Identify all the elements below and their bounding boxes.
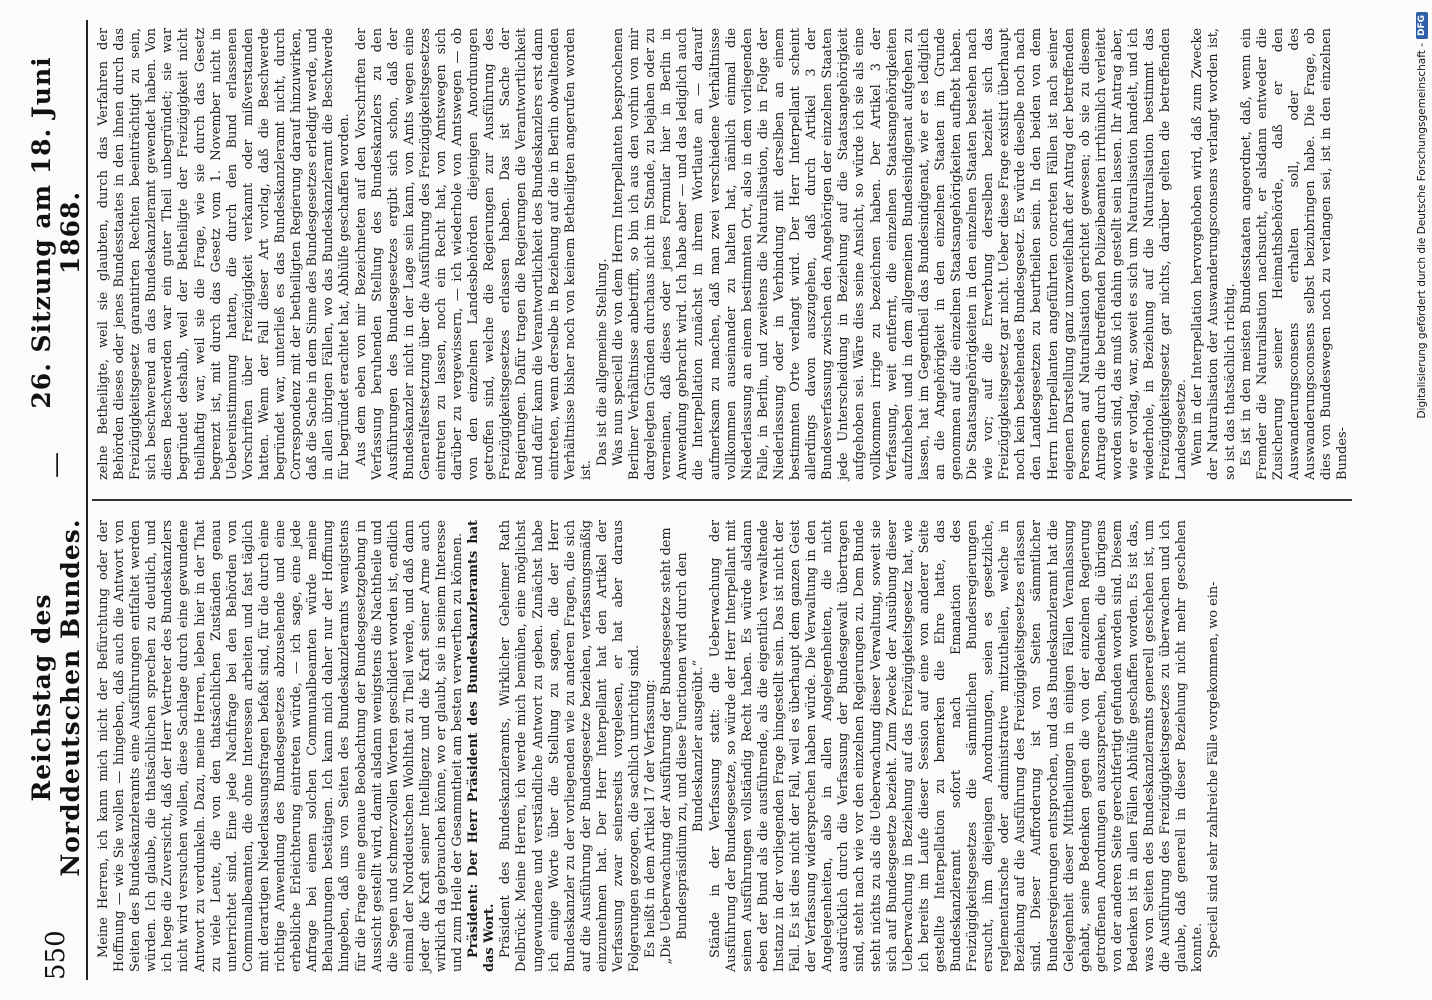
paragraph: Was nun speciell die von dem Herrn Interpellanten besprochenen Berliner Verhältnisse anbetrifft, so bin ich aus den vorhin von mir dargelegten Gründen durchaus nicht im Stande, zu bejahen oder zu verneinen, daß dieses oder jenes Formular hier in Berlin in Anwendung gebracht wird. Ich habe aber — und das lediglich auch die Interpellation zunächst in ihrem Wortlaute an — darauf aufmerksam zu machen, daß man zwei verschiedene Verhältnisse vollkommen auseinander zu halten hat, nämlich einmal die Niederlassung an einem bestimmten Ort, also in dem vorliegenden Falle, in Berlin, und zweitens die Naturalisation, die in Folge der Niederlassung oder in Verbindung mit derselben an einem bestimmten Orte verlangt wird. Der Herr Interpellant scheint allerdings davon auszugehen, daß durch Artikel 3 der Bundesverfassung zwischen den Angehörigen der einzelnen Staaten jede Unterscheidung in Beziehung auf die Staatsangehörigkeit aufgehoben sei. Wäre dies seine Ansicht, so würde ich sie als eine vollkommen irrige zu bezeichnen haben. Der Artikel 3 der Verfassung, weit entfernt, die einzelnen Staatsangehörigkeiten aufzuheben und in dem allgemeinen Bundesindigenat aufgehen zu lassen, hat im Gegentheil das Bundesindigenat, wie er es lediglich an die Angehörigkeit in den einzelnen Staaten im Grunde genommen auf die einzelnen Staatsangehörigkeiten aufhebt haben. Die Staatsangehörigkeiten in den einzelnen Staaten bestehen nach wie vor; auf die Erwerbung derselben bezieht sich das Freizügigkeitsgesetz gar nicht. Ueber diese Frage existirt überhaupt noch kein bestehendes Bundesgesetz. Es würde dieselbe noch nach den Landesgesetzen zu beurtheilen sein. In den beiden von dem Herrn Interpellanten angeführten concreten Fällen ist nach seiner eigenen Darstellung ganz unzweifelhaft der Antrag der betreffenden Personen auf Naturalisation gerichtet gewesen; ob sie zu diesem Antrage durch die betreffenden Polizeibeamten irrthümlich verleitet worden sind, das muß ich dahin gestellt sein lassen. Ihr Antrag aber, wie er vorlag, war, soweit es sich um Naturalisation handelt, und ich wiederhole, in Beziehung auf die Naturalisation bestimmt das Freizügigkeitsgesetz gar nichts, darüber gelten die betreffenden Landesgesetze. xyxy=(611,28,1190,480)
paragraph: Es ist in den meisten Bundesstaaten angeordnet, daß, wenn ein Fremder die Naturalisation nachsucht, er alsdann entweder die Zusicherung seiner Heimathsbehörde, daß er den Auswanderungsconsens erhalten soll, oder des Auswanderungsconsens selbst beizubringen habe. Die Frage, ob dies von Bundeswegen noch zu verlangen sei, ist in den einzelnen Bundes- xyxy=(1238,28,1351,480)
header-title-right: 26. Sitzung am 18. Juni 1868. xyxy=(27,56,85,409)
quotation: „Die Ueberwachung der Ausführung der Bundesgesetze steht dem Bundespräsidium zu, und diese Functionen wird durch den Bundeskanzler ausgeübt.“ xyxy=(659,527,707,965)
paragraph: Wenn in der Interpellation hervorgehoben wird, daß zum Zwecke der Naturalisation der Auswanderungsconsens verlangt worden ist, so ist das thatsächlich richtig. xyxy=(1190,28,1238,480)
paragraph: Präsident des Bundeskanzleramts, Wirklicher Geheimer Rath Delbrück: Meine Herren, ich werde mich bemühen, eine möglichst ungewundene und verständliche Antwort zu geben. Zunächst habe ich einige Worte über die Stellung zu sagen, die der Herr Bundeskanzler zu der vorliegenden wie zu anderen Fragen, die sich auf die Ausführung der Bundesgesetze beziehen, verfassungsmäßig einzunehmen hat. Der Herr Interpellant hat den Artikel der Verfassung zwar seinerseits vorgelesen, er hat aber daraus Folgerungen gezogen, die sachlich unrichtig sind. xyxy=(498,520,643,972)
paragraph: Aus dem eben von mir Bezeichneten auf den Vorschriften der Verfassung beruhenden Stellung des Bundeskanzlers zu den Ausführungen des Bundesgesetzes ergibt sich schon, daß der Bundeskanzler nicht in der Lage sein kann, von Amts wegen eine Generalfestsetzung über die Ausführung des Freizügigkeitsgesetzes eintreten zu lassen, noch ein Recht hat, von Amtswegen sich darüber zu vergewissern, — ich wiederhole von Amtswegen — ob von den einzelnen Landesbehörden diejenigen Anordnungen getroffen sind, welche die Regierungen zur Ausführung des Freizügigkeitsgesetzes erlassen haben. Das ist Sache der Regierungen. Dafür tragen die Regierungen die Verantwortlichkeit und dafür kann die Verantwortlichkeit des Bundeskanzlers erst dann eintreten, wenn derselbe in Beziehung auf die in Berlin obwaltenden Verhältnisse bisher noch von keinem Betheiligten angerufen worden ist. xyxy=(353,28,594,480)
paragraph: Stände in der Verfassung statt: die Ueberwachung der Ausführung der Bundesgesetze, so würde der Herr Interpellant mit seinen Ausführungen vollständig Recht haben. Es würde alsdann eben der Bund als die ausführende, als die eigentlich verwaltende Instanz in der vorliegenden Frage hingestellt sein. Das ist nicht der Fall. Es ist dies nicht der Fall, weil es überhaupt dem ganzen Geist der Verfassung widersprechen haben würde. Die Verwaltung in den Angelegenheiten, also in allen Angelegenheiten, die nicht ausdrücklich durch die Verfassung der Bundesgewalt übertragen sind, steht nach wie vor den einzelnen Regierungen zu. Dem Bunde steht nichts zu als die Ueberwachung dieser Verwaltung, soweit sie sich auf Bundesgesetze bezieht. Zum Zwecke der Ausübung dieser Ueberwachung in Beziehung auf das Freizügigkeitsgesetz hat, wie ich bereits im Laufe dieser Session auf eine von anderer Seite gestellte Interpellation zu bemerken die Ehre hatte, das Bundeskanzleramt sofort nach Emanation des Freizügigkeitsgesetzes die sämmtlichen Bundesregierungen ersucht, ihm diejenigen Anordnungen, seien es gesetzliche, reglementarische oder administrative mitzutheilen, welche in Beziehung auf die Ausführung des Freizügigkeitsgesetzes erlassen sind. Dieser Aufforderung ist von Seiten sämmtlicher Bundesregierungen entsprochen, und das Bundeskanzleramt hat die Gelegenheit dieser Mittheilungen in einigen Fällen Veranlassung gehabt, seine Bedenken gegen die von der einzelnen Regierung getroffenen Anordnungen auszusprechen, Bedenken, die übrigens von der anderen Seite gerechtfertigt gefunden worden sind. Diesem Bedenken ist in allen Fällen Abhülfe geschaffen worden. Es ist das, was von Seiten des Bundeskanzleramts generell geschehen ist, um die Ausführung des Freizügigkeitsgesetzes zu überwachen und ich glaube, daß generell in dieser Beziehung nicht mehr geschehen konnte. xyxy=(707,520,1206,972)
left-column xyxy=(96,520,1346,972)
running-header xyxy=(27,20,85,980)
paragraph: zelne Betheiligte, weil sie glaubten, durch das Verfahren der Behörden dieses oder jenes Bundesstaates in den ihnen durch das Freizügigkeitsgesetz garantirten Rechten beeinträchtigt zu sein, sich beschwerend an das Bundeskanzleramt gewendet haben. Von diesen Beschwerden war ein guter Theil unbegründet; sie war begründet deshalb, weil der Betheiligte der Freizügigkeit nicht theilhaftig war, weil sie die Frage, wie sie durch das Gesetz begrenzt ist, mit durch das Gesetz vom 1. November nicht in Uebereinstimmung hatten, die durch den Bund erlassenen Vorschriften über Freizügigkeit verkannt oder mißverstanden hatten. Wenn der Fall dieser Art vorlag, daß die Beschwerde begründet war, unterließ es das Bundeskanzleramt nicht, durch Correspondenz mit der betheiligten Regierung darauf hinzuwirken, daß die Sache in dem Sinne des Bundesgesetzes erledigt werde, und in allen übrigen Fällen, wo das Bundeskanzleramt die Beschwerde für begründet erachtet hat, Abhülfe geschaffen worden. xyxy=(96,28,353,480)
paragraph: Das ist die allgemeine Stellung. xyxy=(594,258,610,466)
digitization-credit xyxy=(1412,0,1432,1000)
header-separator: — xyxy=(41,452,71,478)
credit-text: Digitalisierung gefördert durch die Deutsche Forschungsgemeinschaft - xyxy=(1416,43,1428,419)
paragraph: Speciell sind sehr zahlreiche Fälle vorgekommen, wo ein- xyxy=(1206,581,1222,958)
paragraph: Meine Herren, ich kann mich nicht der Befürchtung oder der Hoffnung — wie Sie wollen — hingeben, daß auch die Antwort von Seiten des Bundeskanzleramts eine Ausführungen entfaltet werden würden. Ich glaube, die thatsächlichen sprechen zu deutlich, und ich hege die Zuversicht, daß der Herr Vertreter des Bundeskanzlers nicht wird versuchen wollen, diese Sachlage durch eine gewundene Antwort zu verdunkeln. Dazu, meine Herren, leben hier in der That zu viele Leute, die von den thatsächlichen Zuständen genau unterrichtet sind. Eine jede Nachfrage bei den Behörden von Communalbeamten, die ohne Interessen arbeiten und fast täglich mit derartigen Niederlassungsfragen befaßt sind, für die durch eine richtige Anwendung des Bundesgesetzes abzusehende und eine erhebliche Erleichterung eintreten würde, — ich sage, eine jede Anfrage bei einem solchen Communalbeamten würde meine Behauptungen bestätigen. Ich kann mich daher nur der Hoffnung hingeben, daß uns von Seiten des Bundeskanzleramts wenigstens für die Frage eine genaue Beobachtung der Bundesgesetzgebung in Aussicht gestellt wird, damit alsdann wenigstens die Nachtheile und die Segen und schmerzvollen Worten geschildert worden ist, endlich einmal der Norddeutschen Wohlthat zu Theil werde, und daß dann jeder die Kraft seiner Intelligenz und die Kraft seiner Arme auch wirklich da gebrauchen könne, wo er glaubt, sie in seinem Interesse und zum Heile der Gesammtheit am besten verwerthen zu können. xyxy=(96,520,466,972)
page-number: 550 xyxy=(41,930,71,980)
header-title-left: Reichstag des Norddeutschen Bundes. xyxy=(27,518,85,877)
column-rule xyxy=(92,499,1352,501)
right-column xyxy=(96,28,1351,480)
paragraph-speaker: Präsident: Der Herr Präsident des Bundeskanzleramts hat das Wort. xyxy=(466,520,498,972)
paragraph: Es heißt in dem Artikel 17 der Verfassung: xyxy=(643,679,659,958)
footer-text-row xyxy=(1412,0,1432,1000)
dfg-logo: DFG xyxy=(1416,12,1428,39)
header-rule xyxy=(86,20,88,980)
